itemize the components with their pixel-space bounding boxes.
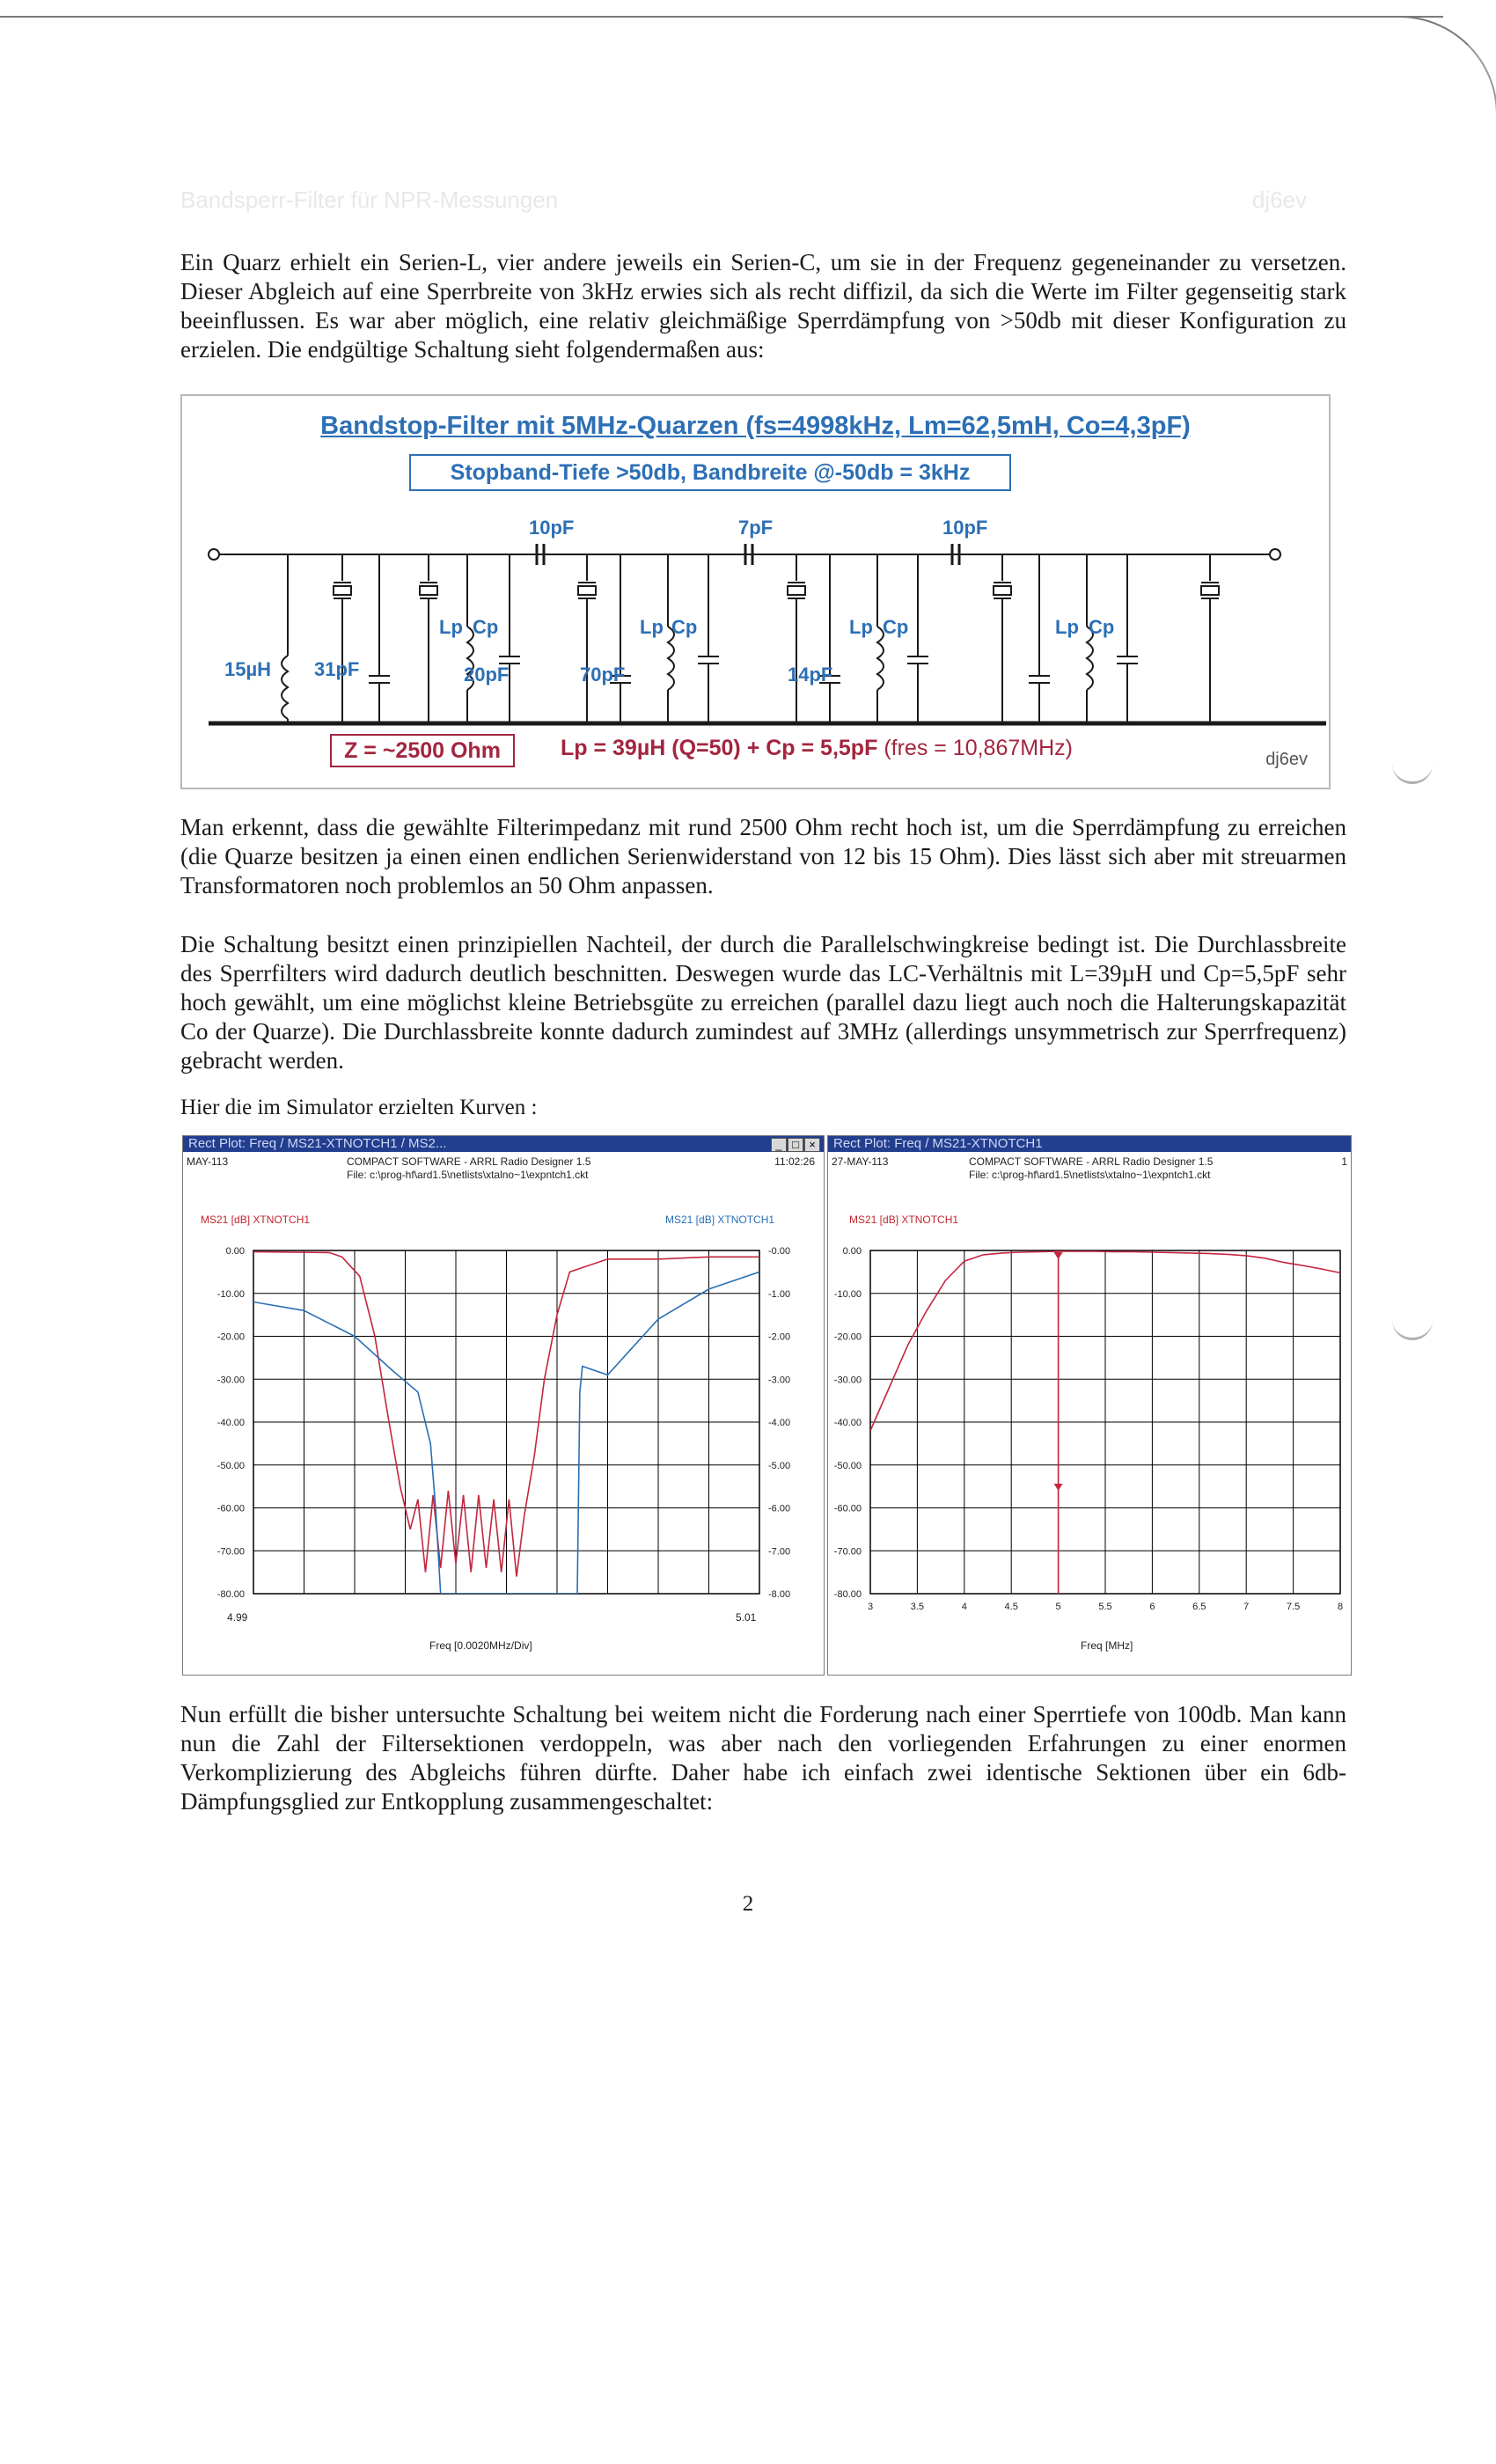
y-tick-label: -70.00 xyxy=(216,1546,245,1558)
cp-label-3: Cp xyxy=(883,616,909,638)
schematic-figure xyxy=(180,394,1331,789)
page-edge xyxy=(0,16,1443,18)
y-tick-label: -30.00 xyxy=(216,1375,245,1386)
cap-70pf-label: 70pF xyxy=(580,664,626,686)
paragraph-4: Nun erfüllt die bisher untersuchte Schaltung bei weitem nicht die Forderung nach einer Sperrtiefe von 100db. Man kann nun die Zahl der Filtersektionen verdoppeln, was aber nach den vorliegenden Erfahrungen zu einer enormen Verkomplizierung des Abgleichs führen dürfte. Daher habe ich einfach zwei identische Sektionen über ein 6db-Dämpfungsglied zur Entkopplung zusammengeschaltet: xyxy=(180,1701,1346,1815)
y-tick-label: -60.00 xyxy=(833,1503,862,1514)
cp-label-4: Cp xyxy=(1089,616,1115,638)
paragraph-1: Ein Quarz erhielt ein Serien-L, vier andere jeweils ein Serien-C, um sie in der Frequenz gegeneinander zu versetzen. Dieser Abgleich auf eine Sperrbreite von 3kHz erwies sich als recht diffizil, da sich die Werte im Filter gegenseitig stark beeinflussen. Es war aber möglich, eine relativ gleichmäßige Sperrdämpfung von >50db mit dieser Konfiguration zu erzielen. Die endgültige Schaltung sieht folgendermaßen aus: xyxy=(180,249,1346,363)
close-icon[interactable]: × xyxy=(804,1138,820,1152)
impedance-box: Z = ~2500 Ohm xyxy=(330,734,515,767)
y-tick-label: -70.00 xyxy=(833,1546,862,1558)
plot-left-xlabel: Freq [0.0020MHz/Div] xyxy=(429,1639,532,1652)
plot-left-legend-red: MS21 [dB] XTNOTCH1 xyxy=(201,1214,311,1226)
plot-left-file: File: c:\prog-hf\ard1.5\netlists\xtalno~1\expntch1.ckt xyxy=(347,1169,589,1181)
y-tick-label: -10.00 xyxy=(216,1288,245,1300)
paragraph-3: Die Schaltung besitzt einen prinzipiellen Nachteil, der durch die Parallelschwingkreise bedingt ist. Die Durchlassbreite des Sperrfilters wird dadurch deutlich beschnitten. Deswegen wurde das LC-Verhältnis mit L=39µH und Cp=5,5pF sehr hoch gewählt, um eine möglichst kleine Betriebsgüte zu erreichen (parallel dazu liegt auch noch die Halterungskapazität Co der Quarze). Die Durchlassbreite konnte dadurch zumindest auf 3MHz (allerdings unsymmetrisch zur Sperrfrequenz) gebracht werden. xyxy=(180,931,1346,1074)
plot-window-right[interactable] xyxy=(827,1135,1352,1676)
lp-formula-text: Lp = 39µH (Q=50) + Cp = 5,5pF xyxy=(561,736,878,760)
schematic-credit: dj6ev xyxy=(1265,750,1308,769)
x-tick-label: 5.5 xyxy=(1098,1602,1112,1612)
lp-formula xyxy=(561,736,1073,761)
y-tick-label: -50.00 xyxy=(216,1460,245,1471)
schematic-title: Bandstop-Filter mit 5MHz-Quarzen (fs=4998kHz, Lm=62,5mH, Co=4,3pF) xyxy=(320,412,1191,440)
y-tick-label: -50.00 xyxy=(833,1460,862,1471)
y2-tick-label: -4.00 xyxy=(768,1418,791,1428)
inductor-15uh-label: 15µH xyxy=(224,658,272,680)
x-tick-label: 3 xyxy=(867,1602,874,1612)
y-tick-label: -40.00 xyxy=(216,1418,245,1428)
series-cap-2-label: 7pF xyxy=(738,517,774,539)
x-tick-label: 6 xyxy=(1149,1602,1155,1612)
x-tick-label: 8 xyxy=(1337,1602,1344,1612)
x-tick-label: 4.5 xyxy=(1004,1602,1018,1612)
y-tick-label: -20.00 xyxy=(216,1331,245,1343)
y2-tick-label: -8.00 xyxy=(768,1589,791,1600)
y-tick-label: -30.00 xyxy=(833,1375,862,1386)
page-number: 2 xyxy=(742,1892,754,1916)
y2-tick-label: -2.00 xyxy=(768,1331,791,1343)
x-tick-label: 7 xyxy=(1243,1602,1250,1612)
y-tick-label: -20.00 xyxy=(833,1331,862,1343)
plot-left-x-end: 5.01 xyxy=(736,1611,757,1624)
plot-right-title: Rect Plot: Freq / MS21-XTNOTCH1 xyxy=(833,1136,1043,1151)
schematic-subtitle: Stopband-Tiefe >50db, Bandbreite @-50db = 3kHz xyxy=(409,454,1011,491)
x-tick-label: 5 xyxy=(1055,1602,1061,1612)
page-header xyxy=(180,187,1307,222)
plot-right-page-marker: 1 xyxy=(1341,1155,1347,1168)
y-tick-label: 0.00 xyxy=(842,1246,862,1257)
margin-punch-mark xyxy=(1392,1311,1433,1340)
plot-right-software: COMPACT SOFTWARE - ARRL Radio Designer 1.5 xyxy=(969,1155,1214,1168)
x-tick-label: 7.5 xyxy=(1286,1602,1301,1612)
y2-tick-label: -5.00 xyxy=(768,1460,791,1471)
plot-left-title: Rect Plot: Freq / MS21-XTNOTCH1 / MS2... xyxy=(188,1136,447,1151)
plot-right-date: 27-MAY-113 xyxy=(832,1155,889,1168)
plot-left-software: COMPACT SOFTWARE - ARRL Radio Designer 1.5 xyxy=(347,1155,591,1168)
header-author: dj6ev xyxy=(1251,187,1307,213)
figure-caption: Hier die im Simulator erzielten Kurven : xyxy=(180,1096,538,1119)
y-tick-label: -80.00 xyxy=(216,1589,245,1600)
y-tick-label: -40.00 xyxy=(833,1418,862,1428)
cap-20pf-label: 20pF xyxy=(464,664,510,686)
x-tick-label: 6.5 xyxy=(1192,1602,1206,1612)
plot-right-chart xyxy=(828,1136,1351,1675)
lp-label-2: Lp xyxy=(640,616,664,638)
x-tick-label: 3.5 xyxy=(910,1602,925,1612)
plot-left-x-start: 4.99 xyxy=(227,1611,248,1624)
y2-tick-label: -1.00 xyxy=(768,1288,791,1300)
plot-right-legend: MS21 [dB] XTNOTCH1 xyxy=(849,1214,959,1226)
cp-label-1: Cp xyxy=(473,616,499,638)
header-title: Bandsperr-Filter für NPR-Messungen xyxy=(180,187,559,213)
fres-text: (fres = 10,867MHz) xyxy=(884,736,1073,760)
y2-tick-label: -0.00 xyxy=(768,1246,791,1257)
series-cap-1-label: 10pF xyxy=(529,517,575,539)
y2-tick-label: -7.00 xyxy=(768,1546,791,1558)
series-cap-3-label: 10pF xyxy=(942,517,988,539)
cp-label-2: Cp xyxy=(671,616,698,638)
plot-right-file: File: c:\prog-hf\ard1.5\netlists\xtalno~1\expntch1.ckt xyxy=(969,1169,1211,1181)
page-corner-curl xyxy=(1373,16,1496,114)
plot-right-xlabel: Freq [MHz] xyxy=(1081,1639,1133,1652)
plot-left-time: 11:02:26 xyxy=(774,1155,815,1168)
margin-punch-mark xyxy=(1392,755,1433,784)
lp-label-4: Lp xyxy=(1055,616,1079,638)
lp-label-1: Lp xyxy=(439,616,463,638)
cap-31pf-label: 31pF xyxy=(314,658,360,680)
paragraph-2: Man erkennt, dass die gewählte Filterimpedanz mit rund 2500 Ohm recht hoch ist, um die Sperrdämpfung zu erreichen (die Quarze besitzen ja einen einen endlichen Serienwiderstand von 12 bis 15 Ohm). Dies lässt sich aber mit streuarmen Transformatoren noch problemlos an 50 Ohm anpassen. xyxy=(180,814,1346,898)
lp-label-3: Lp xyxy=(849,616,873,638)
plot-left-legend-blue: MS21 [dB] XTNOTCH1 xyxy=(665,1214,775,1226)
y2-tick-label: -6.00 xyxy=(768,1503,791,1514)
maximize-icon[interactable]: □ xyxy=(788,1138,803,1152)
y-tick-label: -80.00 xyxy=(833,1589,862,1600)
y2-tick-label: -3.00 xyxy=(768,1375,791,1386)
plot-window-left[interactable] xyxy=(182,1135,825,1676)
plot-left-date: MAY-113 xyxy=(187,1155,229,1168)
y-tick-label: -60.00 xyxy=(216,1503,245,1514)
plot-left-chart xyxy=(183,1136,824,1675)
y-tick-label: 0.00 xyxy=(225,1246,245,1257)
y-tick-label: -10.00 xyxy=(833,1288,862,1300)
x-tick-label: 4 xyxy=(961,1602,967,1612)
cap-14pf-label: 14pF xyxy=(788,664,833,686)
minimize-icon[interactable]: _ xyxy=(771,1138,787,1152)
